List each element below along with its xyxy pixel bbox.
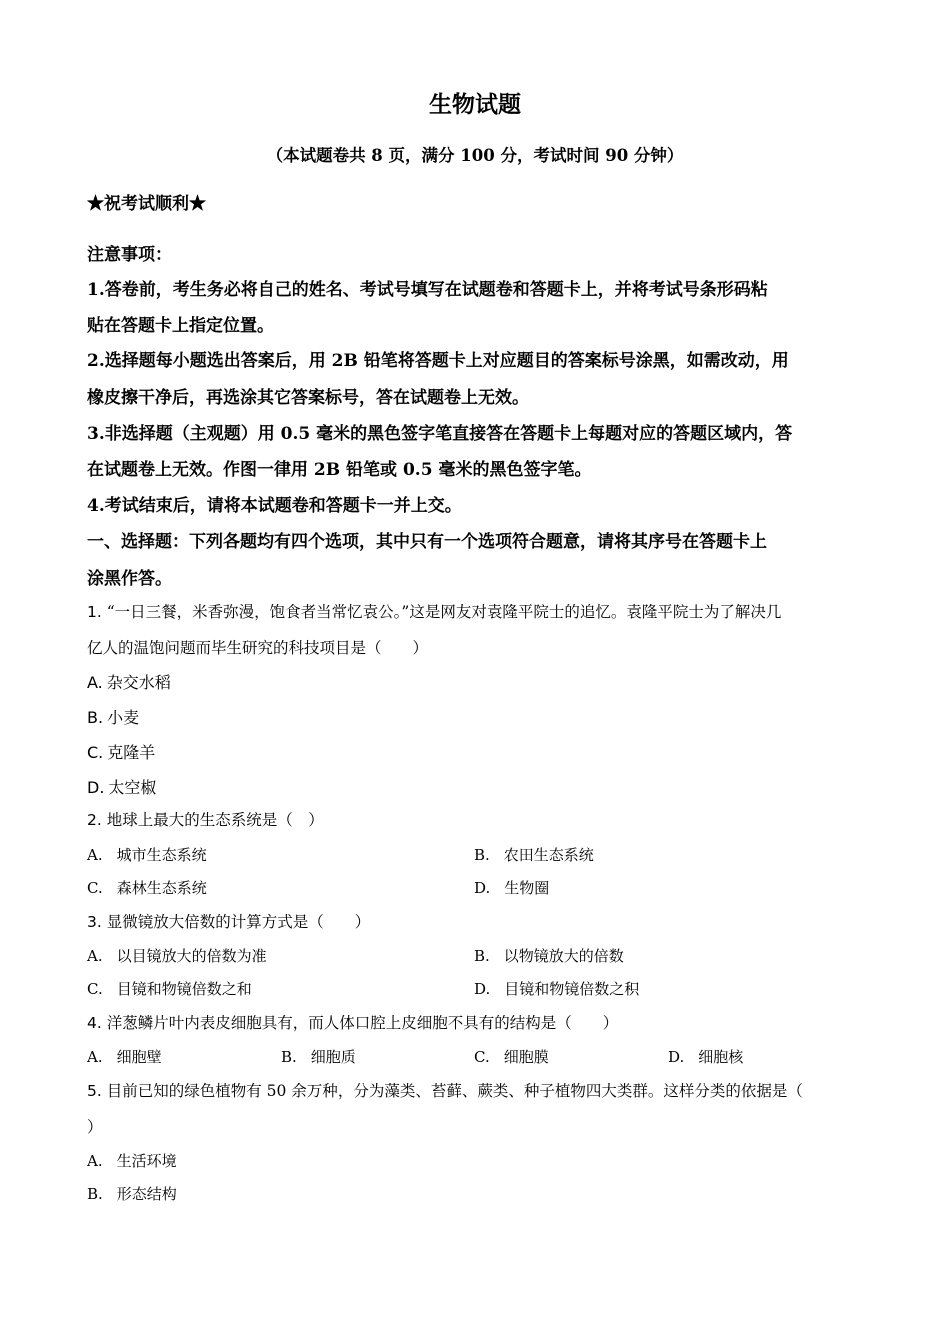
- page-subtitle: （本试题卷共 8 页，满分 100 分，考试时间 90 分钟）: [266, 146, 684, 165]
- question-number: 3.: [87, 913, 102, 931]
- question-2-stem: [87, 808, 324, 830]
- question-3-option-d[interactable]: D. 目镜和物镜倍数之积: [474, 980, 640, 998]
- question-1-stem-cont: 亿人的温饱问题而毕生研究的科技项目是（ ）: [87, 639, 429, 657]
- question-5-option-b[interactable]: B. 形态结构: [87, 1185, 177, 1203]
- question-text: 显微镜放大倍数的计算方式是（ ）: [106, 913, 371, 931]
- question-5-stem-cont: ）: [87, 1118, 103, 1136]
- question-4-option-a[interactable]: A. 细胞壁: [87, 1048, 162, 1066]
- question-1-option-c[interactable]: C. 克隆羊: [87, 743, 156, 762]
- question-number: 4.: [87, 1014, 102, 1032]
- question-1-option-b[interactable]: B. 小麦: [87, 708, 140, 727]
- question-3-option-b[interactable]: B. 以物镜放大的倍数: [474, 947, 624, 965]
- notice-heading: 注意事项：: [87, 245, 172, 265]
- question-1-option-d[interactable]: D. 太空椒: [87, 778, 157, 797]
- notice-line: 2.选择题每小题选出答案后，用 2B 铅笔将答题卡上对应题目的答案标号涂黑，如需改动，用: [87, 351, 789, 371]
- section-heading-cont: 涂黑作答。: [87, 569, 172, 589]
- question-5-option-a[interactable]: A. 生活环境: [87, 1152, 177, 1170]
- notice-line: 橡皮擦干净后，再选涂其它答案标号，答在试题卷上无效。: [87, 388, 529, 408]
- question-2-option-c[interactable]: C. 森林生态系统: [87, 879, 207, 897]
- question-4-option-b[interactable]: B. 细胞质: [281, 1048, 356, 1066]
- question-number: 1.: [87, 603, 102, 621]
- question-3-option-a[interactable]: A. 以目镜放大的倍数为准: [87, 947, 267, 965]
- question-text: “一日三餐，米香弥漫，饱食者当常忆袁公。”这是网友对袁隆平院士的追忆。袁隆平院士为了解决几: [106, 603, 782, 621]
- notice-line: 4.考试结束后，请将本试题卷和答题卡一并上交。: [87, 496, 462, 516]
- question-5-stem: [87, 1079, 803, 1101]
- notice-line: 贴在答题卡上指定位置。: [87, 316, 274, 336]
- question-4-option-c[interactable]: C. 细胞膜: [474, 1048, 549, 1066]
- question-2-option-d[interactable]: D. 生物圈: [474, 879, 550, 897]
- question-number: 5.: [87, 1082, 102, 1100]
- question-2-option-a[interactable]: A. 城市生态系统: [87, 846, 207, 864]
- notice-line: 在试题卷上无效。作图一律用 2B 铅笔或 0.5 毫米的黑色签字笔。: [87, 460, 592, 480]
- question-4-option-d[interactable]: D. 细胞核: [668, 1048, 744, 1066]
- question-text: 洋葱鳞片叶内表皮细胞具有，而人体口腔上皮细胞不具有的结构是（ ）: [106, 1014, 619, 1032]
- question-3-option-c[interactable]: C. 目镜和物镜倍数之和: [87, 980, 252, 998]
- page-title: 生物试题: [429, 91, 521, 118]
- question-2-option-b[interactable]: B. 农田生态系统: [474, 846, 594, 864]
- notice-line: 3.非选择题（主观题）用 0.5 毫米的黑色签字笔直接答在答题卡上每题对应的答题区域内，答: [87, 424, 793, 444]
- question-1-stem: [87, 600, 781, 622]
- notice-line: 1.答卷前，考生务必将自己的姓名、考试号填写在试题卷和答题卡上，并将考试号条形码粘: [87, 280, 768, 300]
- blessing-text: ★祝考试顺利★: [87, 194, 206, 214]
- question-number: 2.: [87, 811, 102, 829]
- question-3-stem: [87, 910, 370, 932]
- section-heading: 一、选择题：下列各题均有四个选项，其中只有一个选项符合题意，请将其序号在答题卡上: [87, 532, 767, 552]
- question-1-option-a[interactable]: A. 杂交水稻: [87, 673, 171, 692]
- question-text: 目前已知的绿色植物有 50 余万种，分为藻类、苔藓、蕨类、种子植物四大类群。这样分类的依据是（: [106, 1082, 803, 1100]
- question-text: 地球上最大的生态系统是（ ）: [106, 811, 324, 829]
- question-4-stem: [87, 1011, 618, 1033]
